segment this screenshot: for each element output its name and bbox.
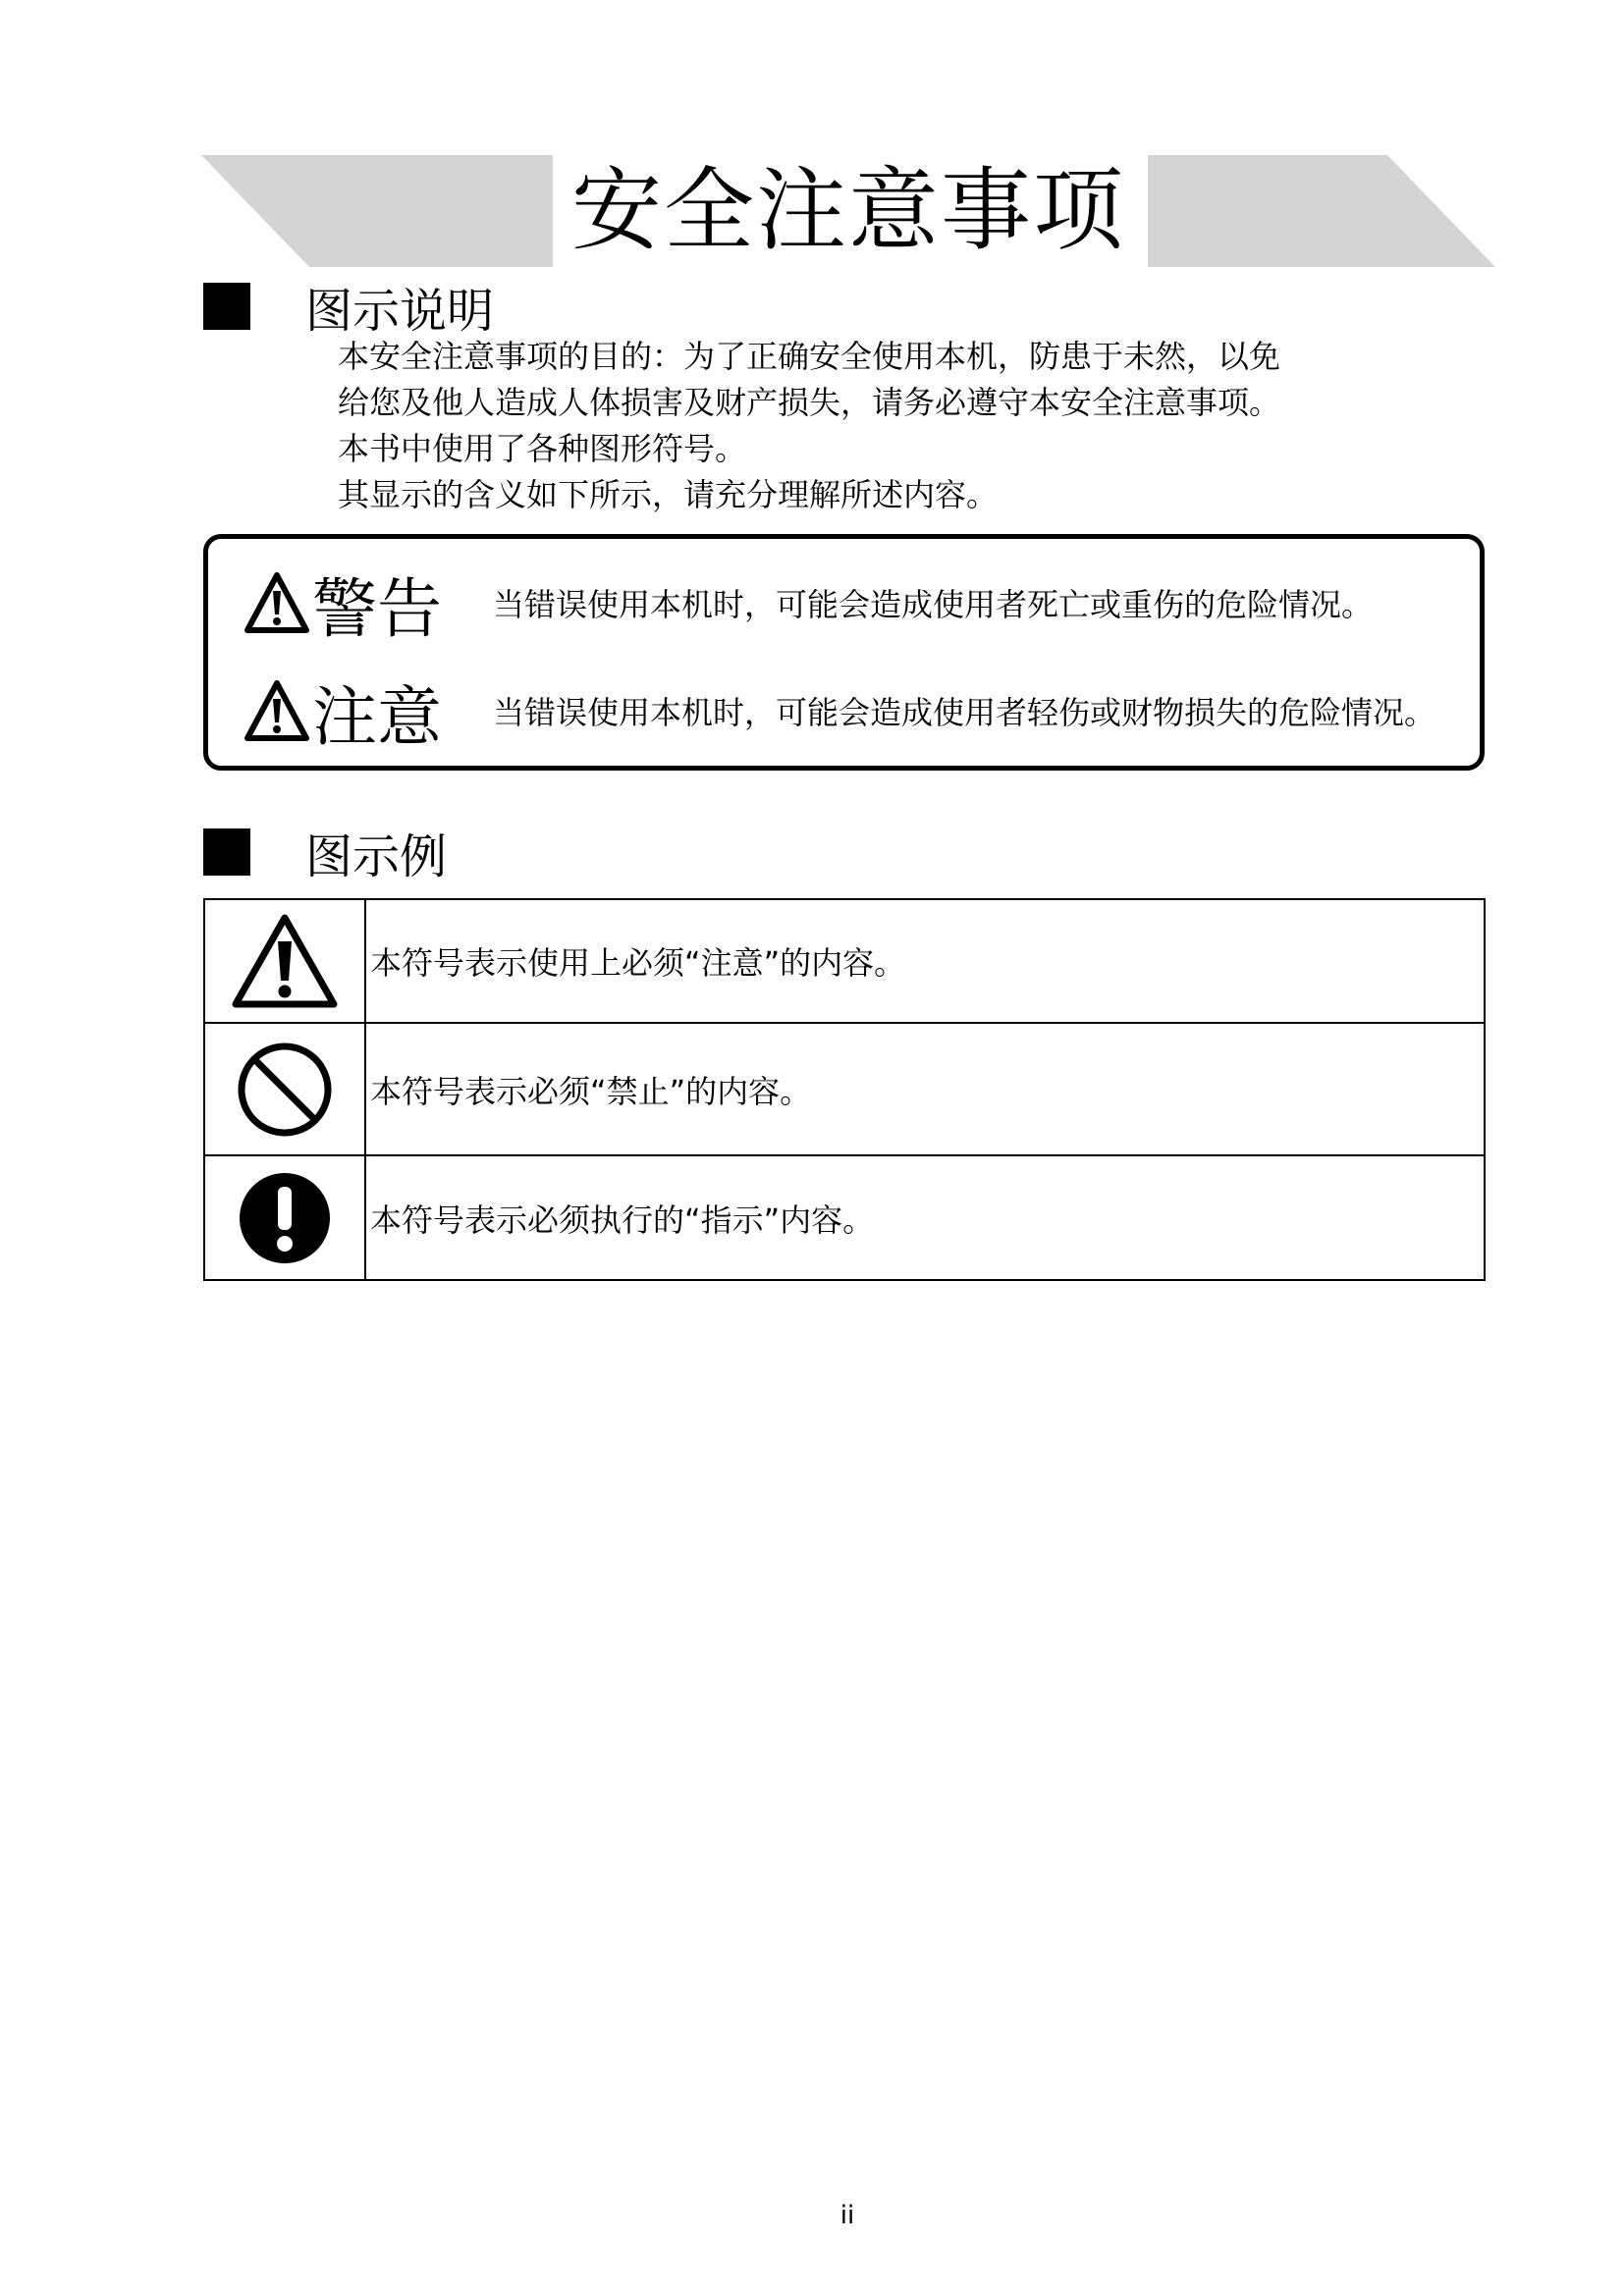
table-row: [204, 1023, 1485, 1155]
title-banner: [201, 155, 1495, 267]
caution-triangle-icon: [244, 679, 310, 742]
intro-line: 本书中使用了各种图形符号。: [338, 430, 747, 467]
caution-description: 当错误使用本机时，可能会造成使用者轻伤或财物损失的危险情况。: [493, 694, 1436, 731]
prohibition-icon: [236, 1041, 334, 1139]
warning-description: 当错误使用本机时，可能会造成使用者死亡或重伤的危险情况。: [493, 586, 1374, 623]
section-heading-examples: [203, 823, 448, 884]
intro-line: 本安全注意事项的目的：为了正确安全使用本机，防患于未然，以免: [338, 338, 1281, 375]
caution-label: 注意: [312, 678, 442, 755]
example-text-mandatory: 本符号表示必须执行的“指示”内容。: [365, 1155, 1485, 1280]
symbol-examples-table: [203, 898, 1486, 1281]
warning-label: 警告: [312, 570, 442, 647]
page-title: 安全注意事项: [570, 158, 1125, 263]
section-marker-icon: [203, 828, 250, 876]
example-text-caution: 本符号表示使用上必须“注意”的内容。: [365, 899, 1485, 1023]
page-number: ii: [839, 2201, 855, 2230]
section-heading-legend: [203, 277, 495, 339]
example-text-prohibition: 本符号表示必须“禁止”的内容。: [365, 1023, 1485, 1155]
section-title-examples: 图示例: [305, 828, 448, 884]
table-row: [204, 1155, 1485, 1280]
section-title-legend: 图示说明: [305, 283, 495, 339]
caution-triangle-icon: [230, 912, 340, 1010]
warning-triangle-icon: [244, 571, 310, 634]
intro-line: 给您及他人造成人体损害及财产损失，请务必遵守本安全注意事项。: [338, 384, 1281, 421]
table-row: [204, 899, 1485, 1023]
mandatory-exclamation-icon: [236, 1169, 334, 1267]
section-marker-icon: [203, 283, 250, 330]
intro-paragraph: [338, 334, 1369, 518]
legend-row-warning: [244, 559, 1373, 647]
intro-line: 其显示的含义如下所示，请充分理解所述内容。: [338, 476, 999, 513]
legend-row-caution: [244, 667, 1435, 755]
hazard-level-legend: [203, 534, 1485, 771]
